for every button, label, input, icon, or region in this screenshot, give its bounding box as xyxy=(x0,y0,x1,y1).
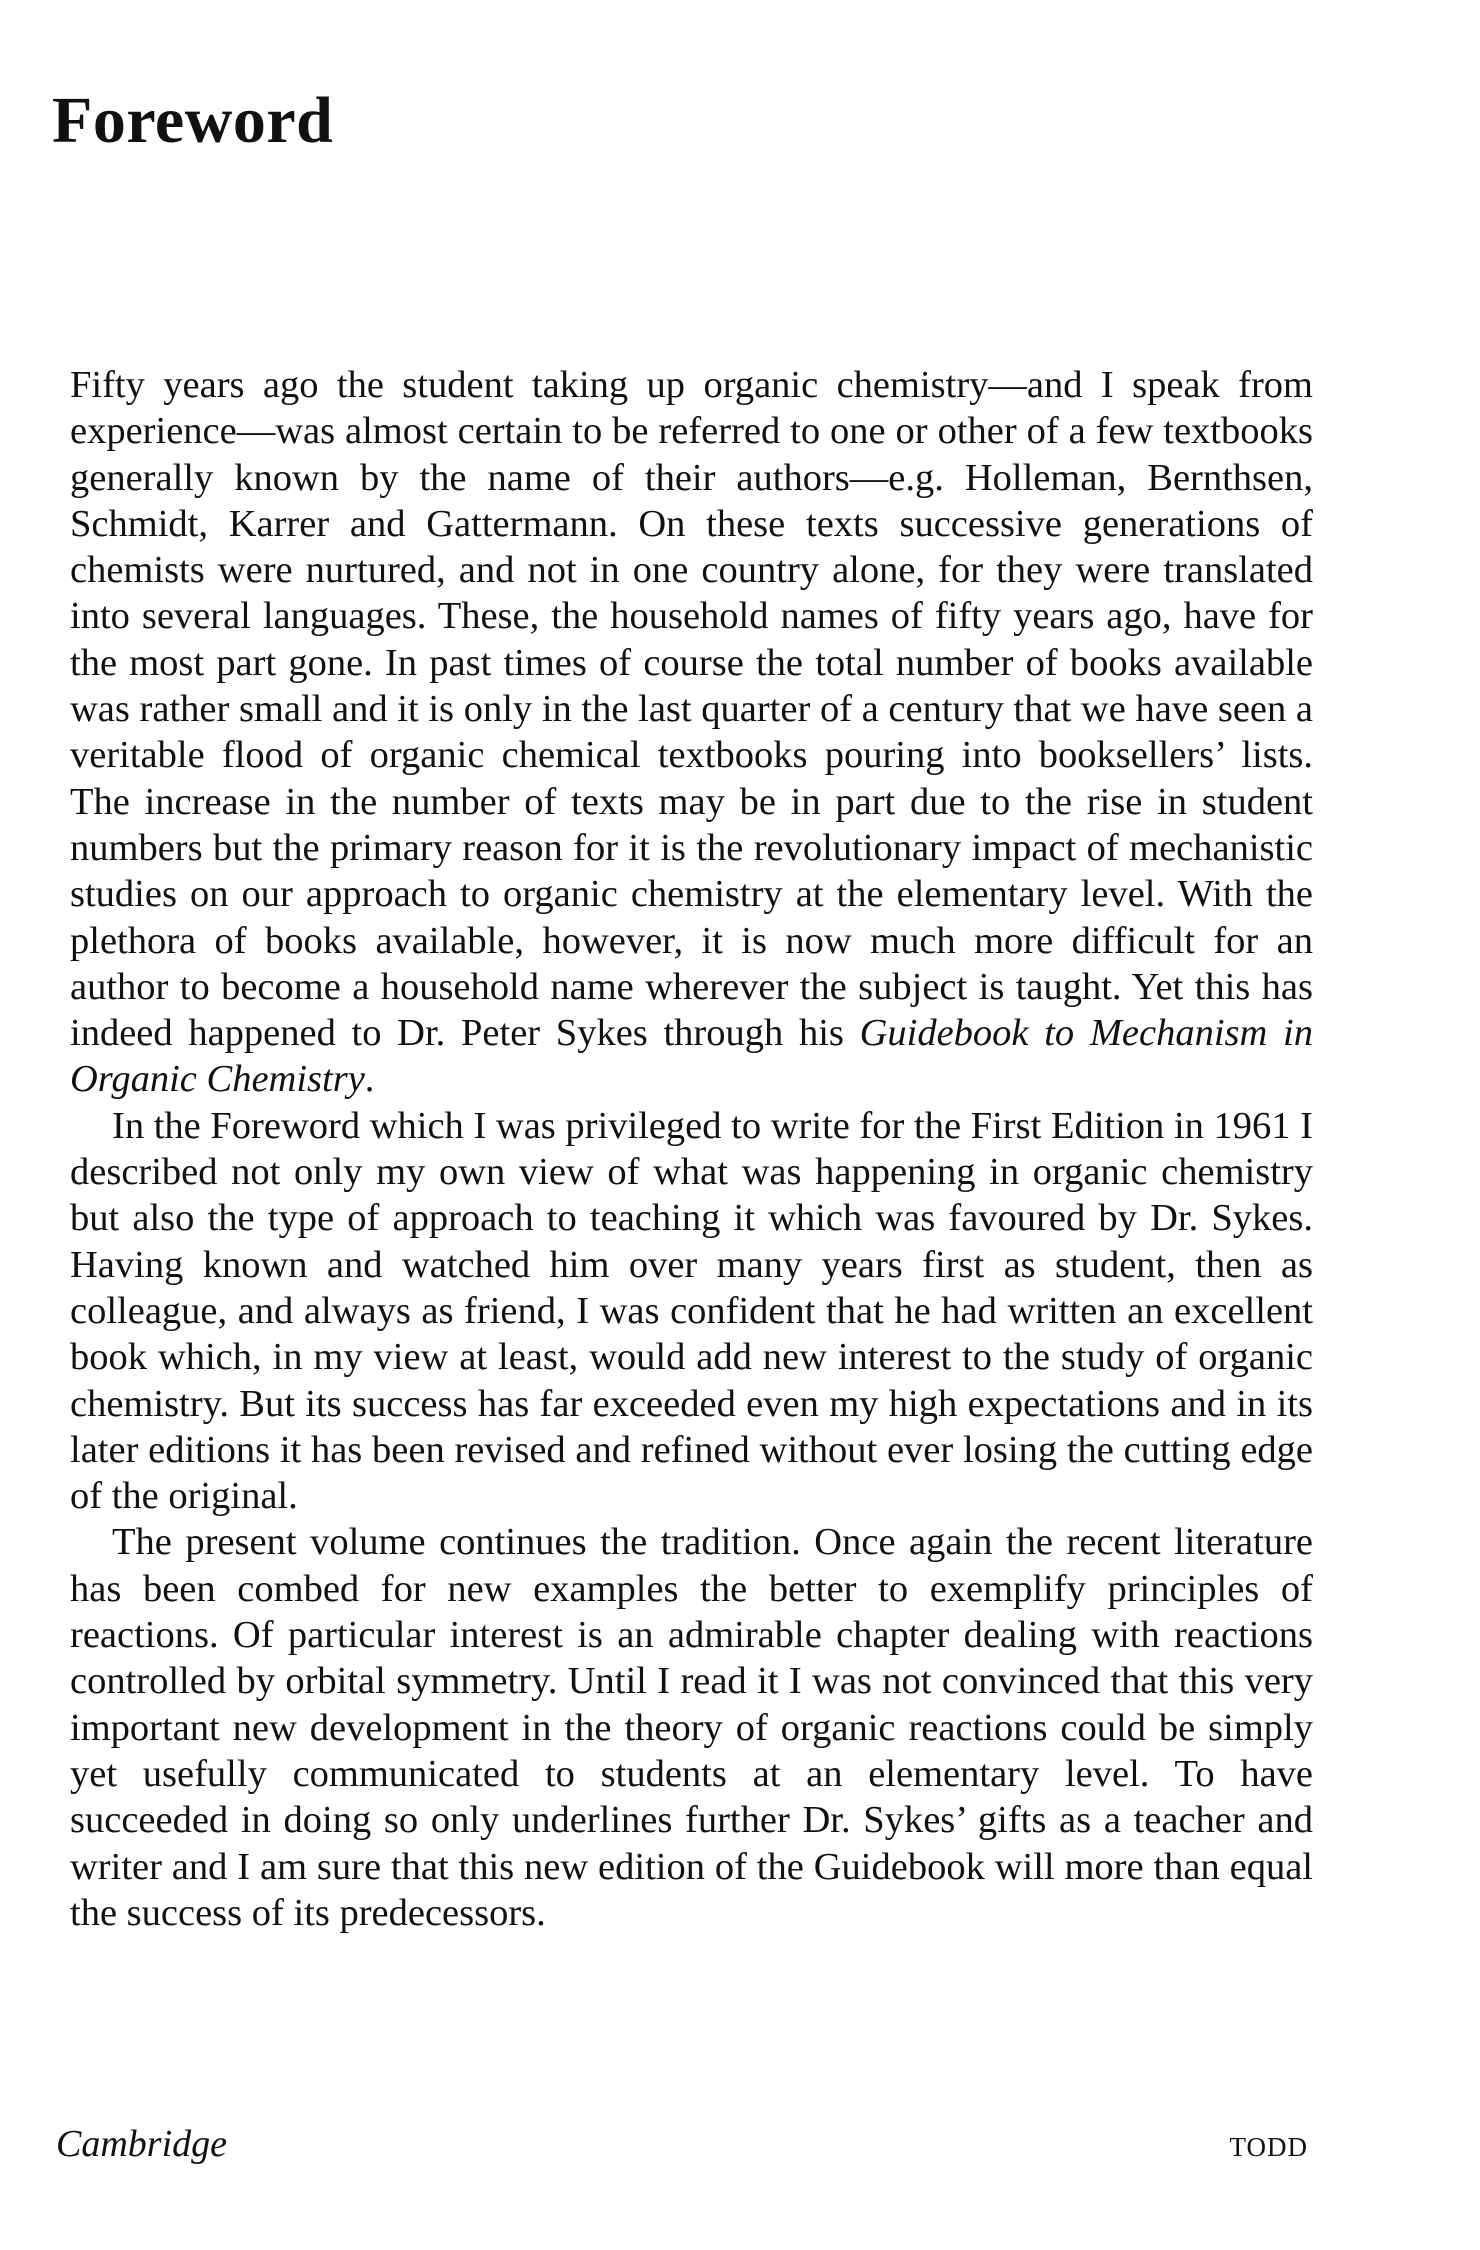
paragraph-1-end: . xyxy=(364,1058,375,1101)
author-signature: todd xyxy=(1229,2123,1308,2165)
foreword-body xyxy=(70,362,1313,1936)
paragraph-1 xyxy=(70,362,1313,1103)
book-title: Guidebook to Mechanism in Organic Chemistry xyxy=(70,1012,1313,1101)
place-name: Cambridge xyxy=(56,2123,227,2165)
paragraph-2: In the Foreword which I was privileged to write for the First Edition in 1961 I described not only my own view of what was happening in organic chemistry but also the type of approach to teaching it which was favoured by Dr. Sykes. Having known and watched him over many years first as student, then as colleague, and always as friend, I was confident that he had written an excellent book which, in my view at least, would add new interest to the study of organic chemistry. But its success has far exceeded even my high expectations and in its later editions it has been revised and refined without ever losing the cutting edge of the original. xyxy=(70,1104,1313,1518)
paragraph-1-text: Fifty years ago the student taking up organic chemistry—and I speak from experience—was almost certain to be referred to one or other of a few textbooks generally known by the name of their authors—e.g. Holleman, Bernthsen, Schmidt, Karrer and Gattermann. On these texts successive generations of chemists were nurtured, and not in one country alone, for they were translated into several languages. These, the household names of fifty years ago, have for the most part gone. In past times of course the total number of books available was rather small and it is only in the last quarter of a century that we have seen a veritable flood of organic chemical textbooks pouring into booksellers’ lists. The increase in the number of texts may be in part due to the rise in student numbers but the primary reason for it is the revolutionary impact of mechanistic studies on our approach to organic chemistry at the elementary level. With the plethora of books available, however, it is now much more difficult for an author to become a household name wherever the subject is taught. Yet this has indeed happened to Dr. Peter Sykes through his xyxy=(70,364,1313,1055)
signature-block xyxy=(56,2122,1308,2166)
page-title: Foreword xyxy=(52,84,334,157)
paragraph-3: The present volume continues the tradition. Once again the recent literature has been combed for new examples the better to exemplify principles of reactions. Of particular interest is an admirable chapter dealing with reactions controlled by orbital symmetry. Until I read it I was not convinced that this very important new development in the theory of organic reactions could be simply yet usefully communicated to students at an elementary level. To have succeeded in doing so only underlines further Dr. Sykes’ gifts as a teacher and writer and I am sure that this new edition of the Guidebook will more than equal the success of its predecessors. xyxy=(70,1521,1313,1934)
